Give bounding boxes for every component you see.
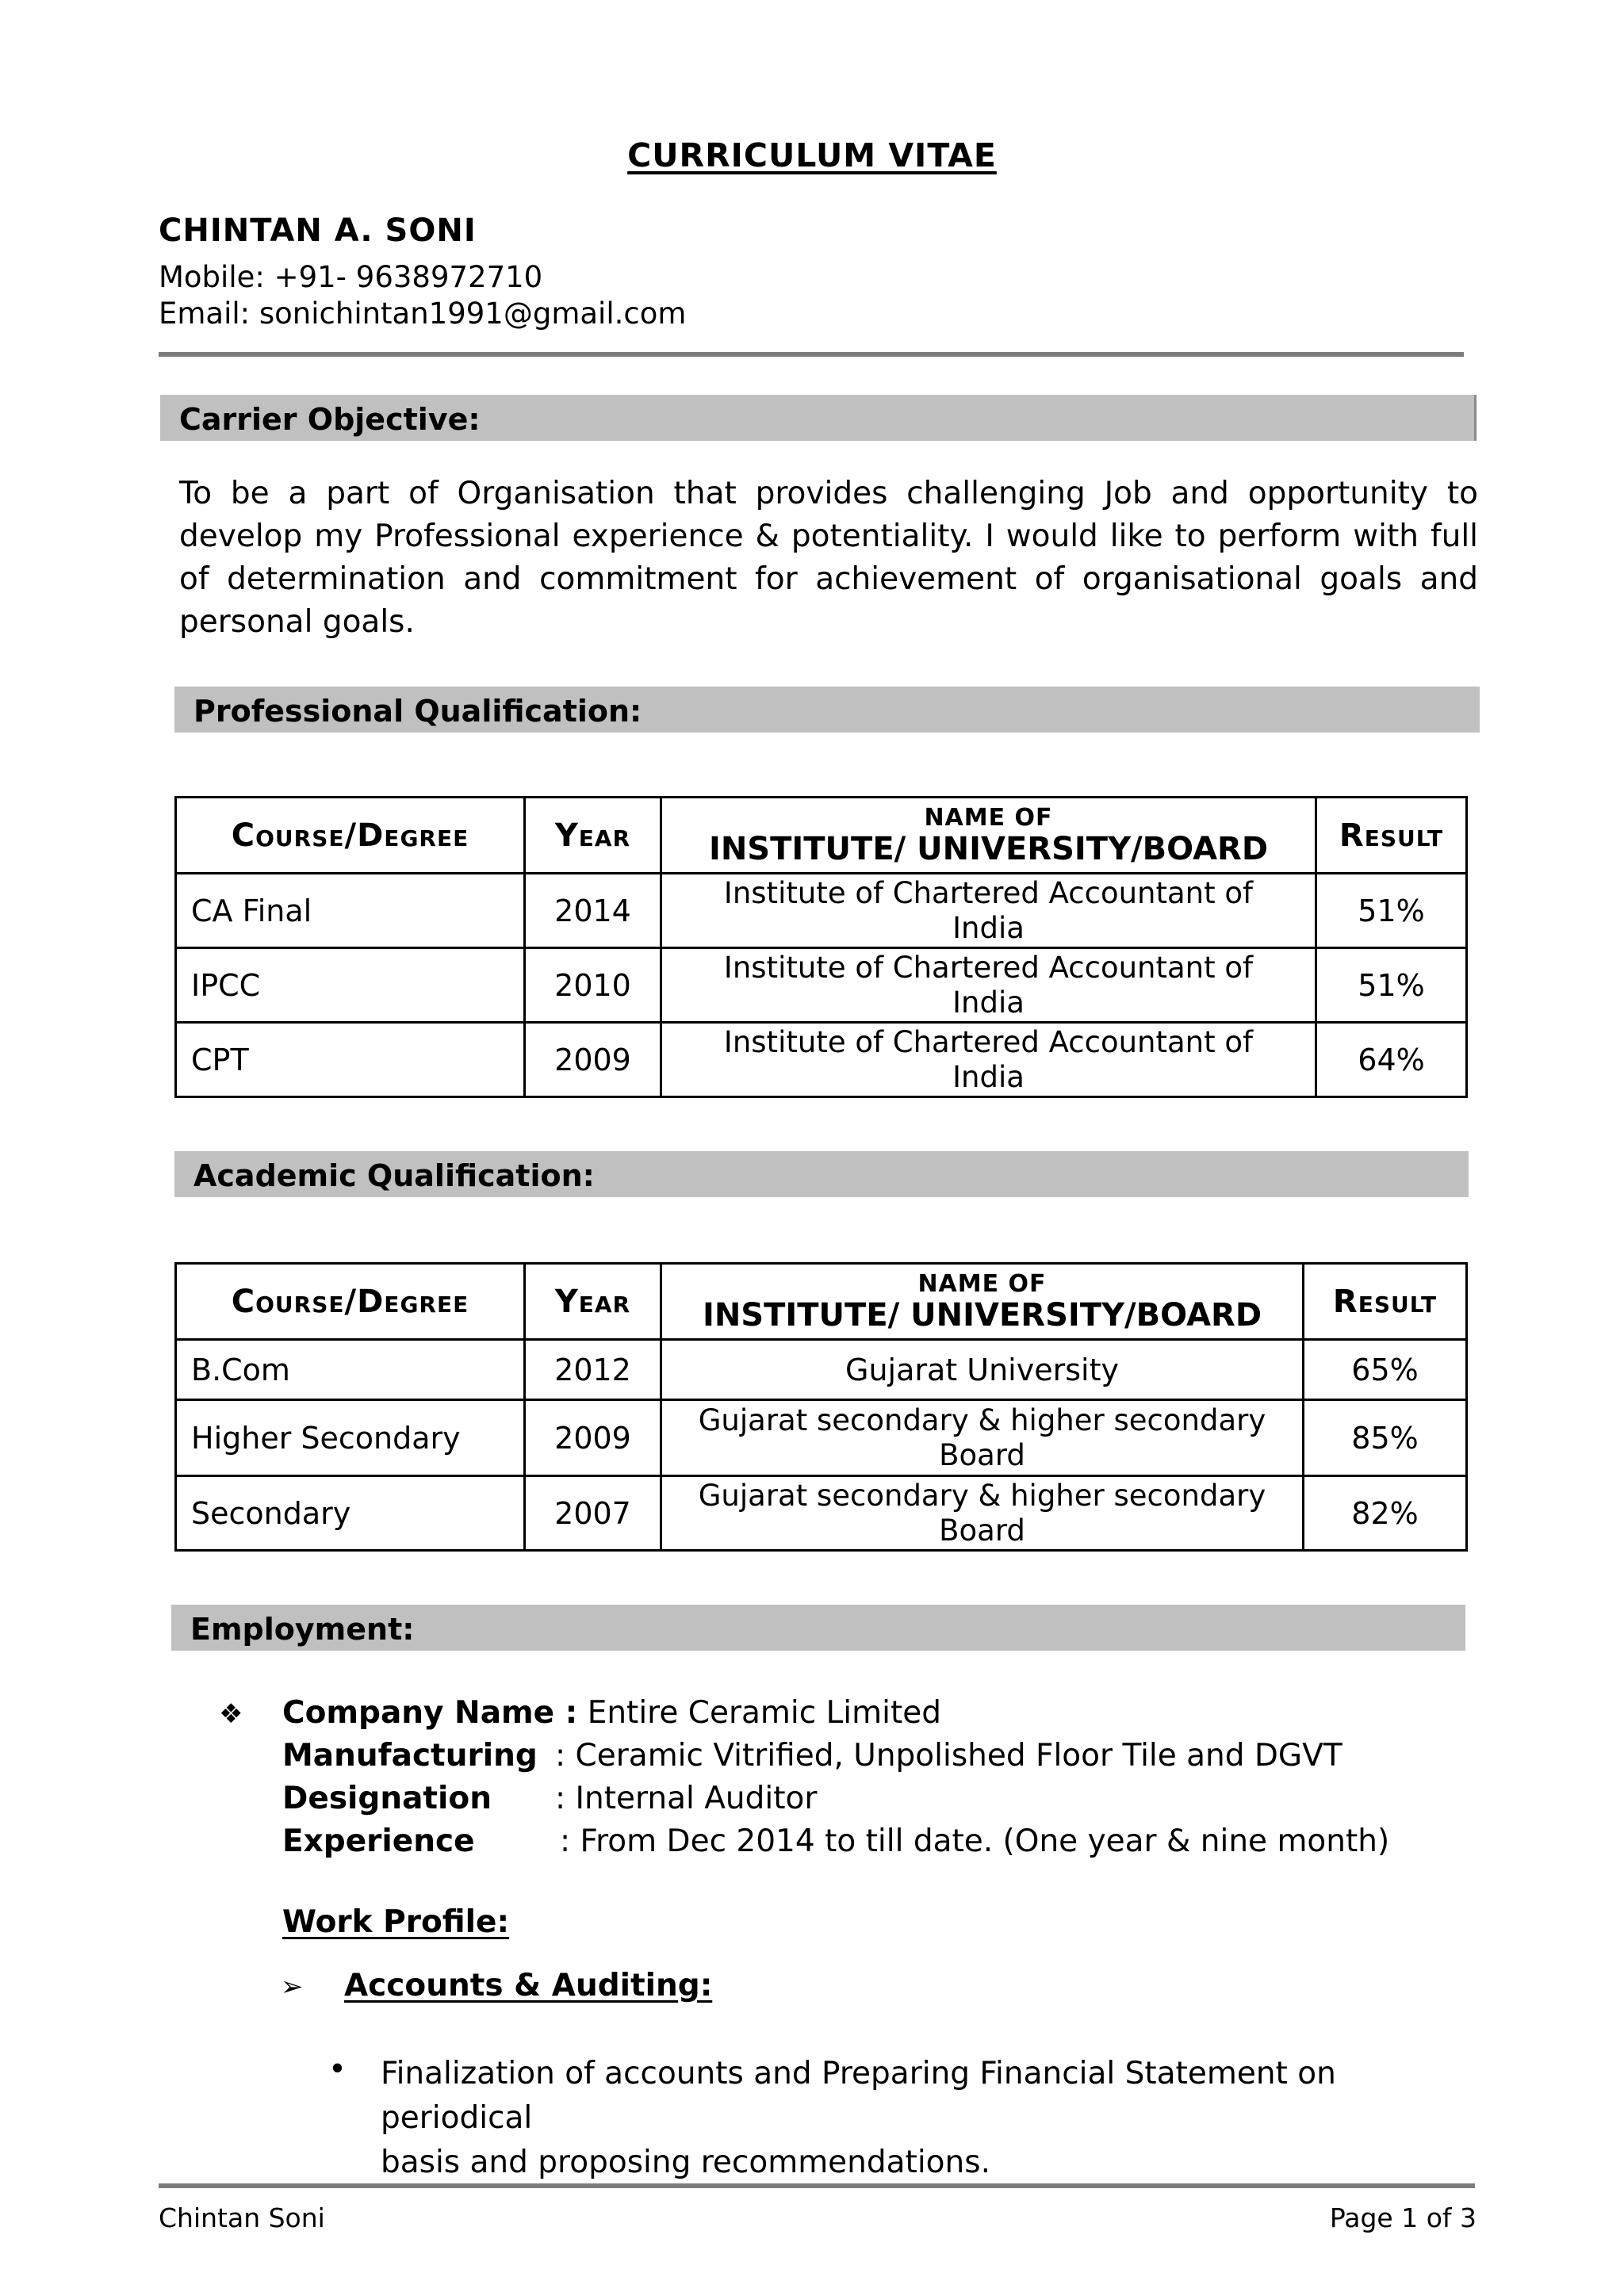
institute-line-1: Institute of Chartered Accountant of <box>723 875 1254 910</box>
institute-line-2: India <box>952 1059 1025 1094</box>
institute-line-2: Board <box>939 1437 1025 1472</box>
section-heading-employment <box>171 1605 1465 1651</box>
work-profile-heading: Work Profile: <box>282 1904 510 1940</box>
objective-paragraph: To be a part of Organisation that provides challenging Job and opportunity to develop my Professional experience & potentiality. I would like to perform with full of determination and commitment for achievement of organisational goals and personal goals. <box>179 476 1478 640</box>
designation-value: : Internal Auditor <box>555 1781 818 1816</box>
result-cell: 82% <box>1304 1476 1467 1551</box>
column-header-course: Course/Degree <box>176 798 525 874</box>
column-header-institute <box>661 798 1316 874</box>
professional-qualification-table <box>174 796 1468 1098</box>
column-header-year: Year <box>525 798 661 874</box>
column-header-year: Year <box>525 1264 661 1340</box>
employment-heading-text: Employment: <box>190 1612 415 1647</box>
experience-label: Experience <box>282 1823 475 1859</box>
footer-divider <box>159 2183 1475 2188</box>
result-cell: 64% <box>1316 1023 1467 1097</box>
result-cell: 51% <box>1316 874 1467 948</box>
accounts-auditing-heading: Accounts & Auditing: <box>344 1968 713 2003</box>
professional-heading-text: Professional Qualification: <box>193 694 642 729</box>
footer-page-number: Page 1 of 3 <box>1329 2202 1477 2233</box>
course-cell: B.Com <box>176 1340 525 1400</box>
institute-line-2: India <box>952 910 1025 945</box>
course-cell: IPCC <box>176 948 525 1023</box>
institute-cell: Gujarat University <box>661 1340 1304 1400</box>
course-cell: CA Final <box>176 874 525 948</box>
institute-cell <box>661 1023 1316 1097</box>
dot-bullet-icon: • <box>328 2052 347 2087</box>
institute-line-1: Institute of Chartered Accountant of <box>723 1024 1254 1059</box>
work-point-line-2: basis and proposing recommendations. <box>381 2145 990 2180</box>
institute-header-big: INSTITUTE/ UNIVERSITY/BOARD <box>702 1296 1262 1334</box>
academic-qualification-table <box>174 1262 1468 1552</box>
year-cell: 2012 <box>525 1340 661 1400</box>
table-header-row <box>176 798 1467 874</box>
table-row <box>176 1476 1467 1551</box>
column-header-result: Result <box>1304 1264 1467 1340</box>
work-point-line-1: Finalization of accounts and Preparing Financial Statement on periodical <box>381 2056 1336 2136</box>
result-cell: 51% <box>1316 948 1467 1023</box>
company-value: Entire Ceramic Limited <box>587 1695 941 1731</box>
mobile-number: Mobile: +91- 9638972710 <box>159 260 543 294</box>
section-heading-professional <box>174 687 1480 733</box>
table-row <box>176 1023 1467 1097</box>
institute-header-small: NAME OF <box>924 803 1053 832</box>
institute-line-2: India <box>952 985 1025 1020</box>
experience-value: : From Dec 2014 to till date. (One year & nine month) <box>560 1823 1390 1859</box>
company-line <box>282 1695 941 1731</box>
academic-heading-text: Academic Qualification: <box>193 1158 595 1193</box>
table-row <box>176 874 1467 948</box>
year-cell: 2007 <box>525 1476 661 1551</box>
table-header-row <box>176 1264 1467 1340</box>
year-cell: 2009 <box>525 1023 661 1097</box>
institute-cell <box>661 948 1316 1023</box>
course-cell: Secondary <box>176 1476 525 1551</box>
arrow-bullet-icon: ➢ <box>281 1971 304 2003</box>
document-title: CURRICULUM VITAE <box>627 136 997 174</box>
designation-label: Designation <box>282 1781 492 1816</box>
year-cell: 2014 <box>525 874 661 948</box>
candidate-name: CHINTAN A. SONI <box>159 212 477 249</box>
table-row <box>176 1340 1467 1400</box>
company-label: Company Name : <box>282 1695 578 1731</box>
institute-cell <box>661 1400 1304 1476</box>
institute-cell <box>661 874 1316 948</box>
heading-edge-decoration <box>1472 395 1477 441</box>
section-heading-objective <box>160 395 1477 441</box>
table-row <box>176 948 1467 1023</box>
table-row <box>176 1400 1467 1476</box>
manufacturing-label: Manufacturing <box>282 1738 538 1774</box>
institute-line-2: Board <box>939 1513 1025 1548</box>
year-cell: 2009 <box>525 1400 661 1476</box>
institute-header-big: INSTITUTE/ UNIVERSITY/BOARD <box>708 830 1269 867</box>
course-cell: CPT <box>176 1023 525 1097</box>
result-cell: 85% <box>1304 1400 1467 1476</box>
column-header-course: Course/Degree <box>176 1264 525 1340</box>
diamond-bullet-icon: ❖ <box>219 1698 243 1730</box>
header-divider <box>159 352 1464 357</box>
course-cell: Higher Secondary <box>176 1400 525 1476</box>
section-heading-academic <box>174 1151 1469 1197</box>
manufacturing-value: : Ceramic Vitrified, Unpolished Floor Tile and DGVT <box>555 1738 1342 1774</box>
objective-heading-text: Carrier Objective: <box>179 402 481 437</box>
result-cell: 65% <box>1304 1340 1467 1400</box>
footer-author: Chintan Soni <box>159 2202 325 2233</box>
email-address: Email: sonichintan1991@gmail.com <box>159 297 687 331</box>
column-header-result: Result <box>1316 798 1467 874</box>
institute-header-small: NAME OF <box>917 1269 1047 1298</box>
column-header-institute <box>661 1264 1304 1340</box>
institute-cell <box>661 1476 1304 1551</box>
year-cell: 2010 <box>525 948 661 1023</box>
institute-line-1: Gujarat secondary & higher secondary <box>698 1402 1266 1437</box>
institute-line-1: Gujarat secondary & higher secondary <box>698 1478 1266 1513</box>
institute-line-1: Institute of Chartered Accountant of <box>723 950 1254 985</box>
work-point-1 <box>381 2052 1480 2185</box>
